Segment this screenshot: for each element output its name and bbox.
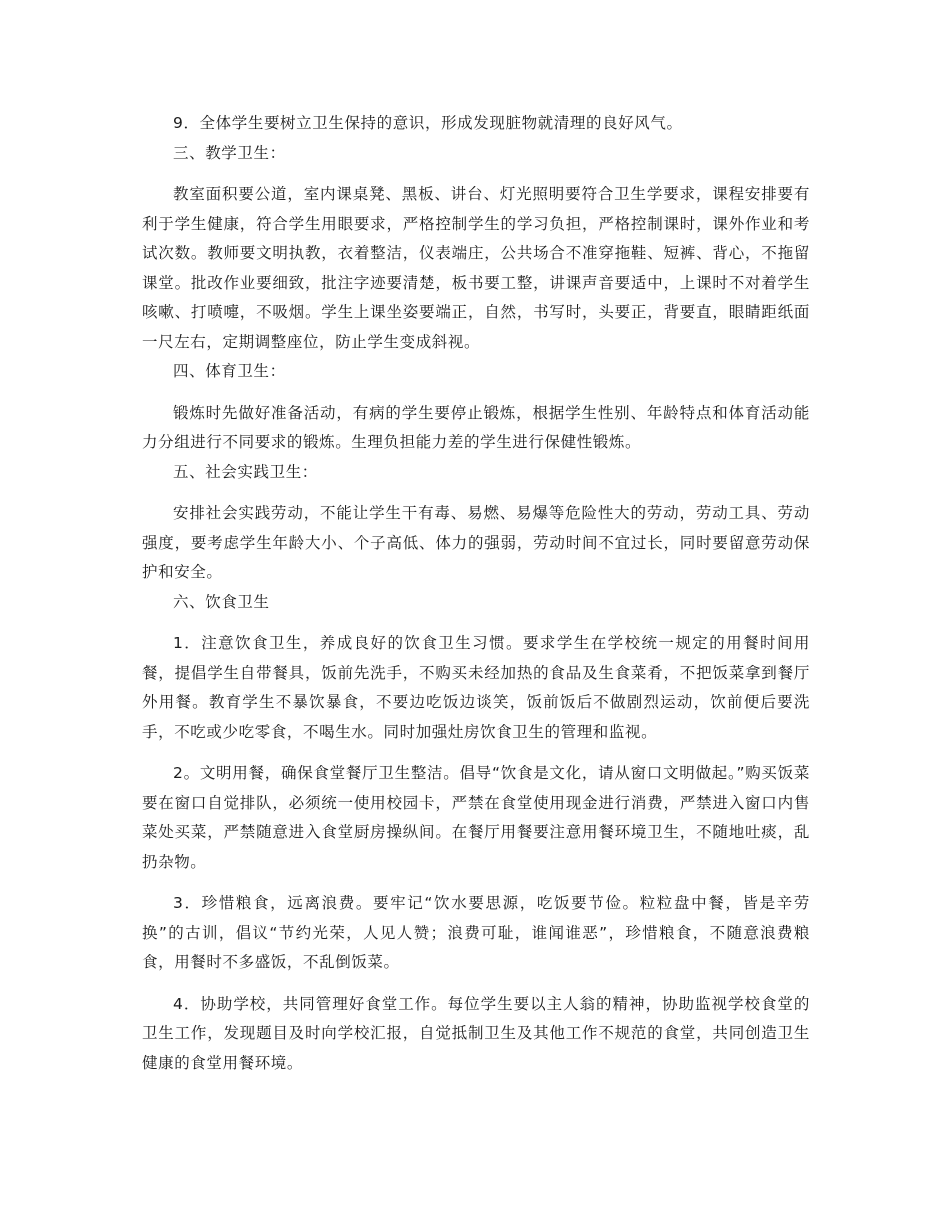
paragraph-diet-item-1: 1．注意饮食卫生，养成良好的饮食卫生习惯。要求学生在学校统一规定的用餐时间用餐，提倡学生自带餐具，饭前先洗手，不购买未经加热的食品及生食菜肴，不把饭菜拿到餐厅外用餐。教育学生不暴饮暴食，不要边吃饭边谈笑，饭前饭后不做剧烈运动，饮前便后要洗手，不吃或少吃零食，不喝生水。同时加强灶房饮食卫生的管理和监视。: [142, 634, 810, 741]
section-heading-social-practice-hygiene: 五、社会实践卫生：: [173, 462, 318, 481]
paragraph-item-9: 9．全体学生要树立卫生保持的意识，形成发现脏物就清理的良好风气。: [173, 114, 683, 132]
paragraph-diet-item-4: 4．协助学校，共同管理好食堂工作。每位学生要以主人翁的精神，协助监视学校食堂的卫生工作，发现题目及时向学校汇报，自觉抵制卫生及其他工作不规范的食堂，共同创造卫生健康的食堂用餐环境。: [142, 994, 810, 1072]
section-heading-teaching-hygiene: 三、教学卫生：: [173, 143, 286, 162]
section-heading-sports-hygiene: 四、体育卫生：: [173, 362, 286, 380]
paragraph-sports-hygiene: 锻炼时先做好准备活动，有病的学生要停止锻炼，根据学生性别、年龄特点和体育活动能力分组进行不同要求的锻炼。生理负担能力差的学生进行保健性锻炼。: [142, 403, 810, 451]
paragraph-teaching-hygiene: 教室面积要公道，室内课桌凳、黑板、讲台、灯光照明要符合卫生学要求，课程安排要有利于学生健康，符合学生用眼要求，严格控制学生的学习负担，严格控制课时，课外作业和考试次数。教师要文明执教，衣着整洁，仪表端庄，公共场合不准穿拖鞋、短裤、背心，不拖留课堂。批改作业要细致，批注字迹要清楚，板书要工整，讲课声音要适中，上课时不对着学生咳嗽、打喷嚏，不吸烟。学生上课坐姿要端正，自然，书写时，头要正，背要直，眼睛距纸面一尺左右，定期调整座位，防止学生变成斜视。: [142, 185, 810, 351]
document-body: [142, 109, 810, 1078]
paragraph-diet-item-2: 2。文明用餐，确保食堂餐厅卫生整洁。倡导“饮食是文化，请从窗口文明做起。”购买饭菜要在窗口自觉排队，必须统一使用校园卡，严禁在食堂使用现金进行消费，严禁进入窗口内售菜处买菜，严禁随意进入食堂厨房操纵间。在餐厅用餐要注意用餐环境卫生，不随地吐痰，乱扔杂物。: [142, 764, 810, 871]
paragraph-diet-item-3: 3．珍惜粮食，远离浪费。要牢记“饮水要思源，吃饭要节俭。粒粒盘中餐，皆是辛劳换”的古训，倡议“节约光荣，人见人赞；浪费可耻，谁闻谁恶”，珍惜粮食，不随意浪费粮食，用餐时不多盛饭，不乱倒饭菜。: [142, 894, 810, 971]
section-heading-diet-hygiene: 六、饮食卫生: [173, 592, 270, 611]
paragraph-social-practice-hygiene: 安排社会实践劳动，不能让学生干有毒、易燃、易爆等危险性大的劳动，劳动工具、劳动强度，要考虑学生年龄大小、个子高低、体力的强弱，劳动时间不宜过长，同时要留意劳动保护和安全。: [142, 504, 810, 581]
